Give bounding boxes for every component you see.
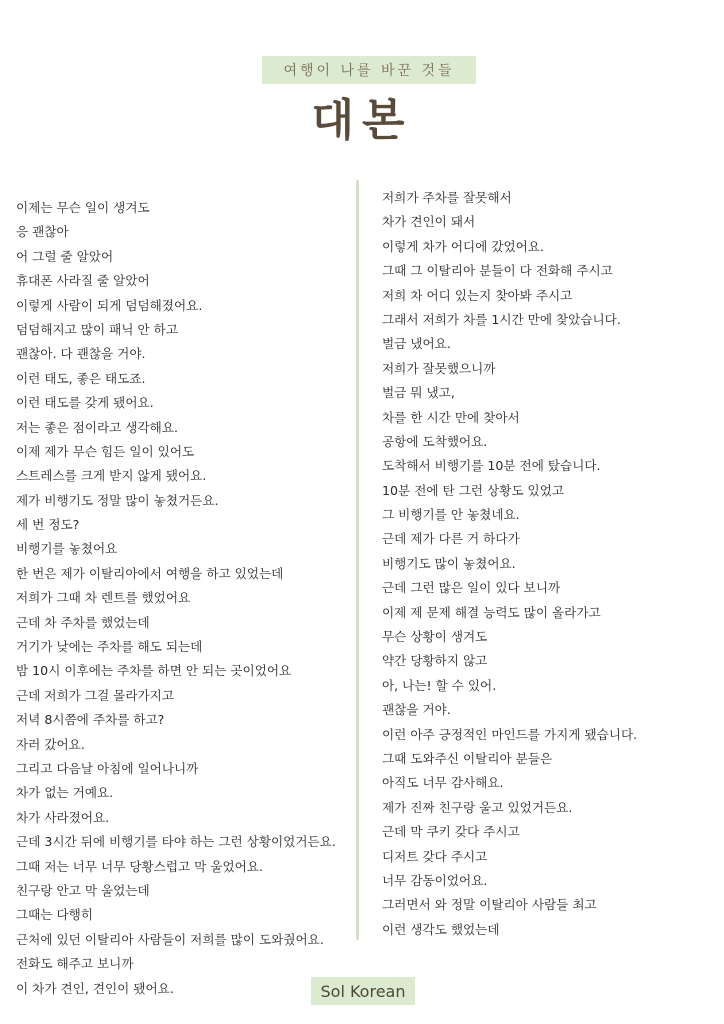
script-line: 덤덤해지고 많이 패닉 안 하고	[16, 321, 178, 337]
script-line: 근데 그런 많은 일이 있다 보니까	[382, 580, 561, 596]
script-line: 약간 당황하지 않고	[382, 653, 488, 669]
script-line: 그리고 다음날 아침에 일어나니까	[16, 760, 199, 776]
script-line: 전화도 해주고 보니까	[16, 956, 134, 972]
script-line: 응 괜찮아	[16, 224, 69, 240]
subtitle-banner	[262, 56, 476, 84]
script-line: 세 번 정도?	[16, 517, 80, 533]
script-line: 비행기도 많이 놓쳤어요.	[382, 555, 516, 571]
script-line: 이런 태도를 갖게 됐어요.	[16, 395, 154, 411]
script-line: 공항에 도착했어요.	[382, 433, 488, 449]
script-line: 아직도 너무 감사해요.	[382, 775, 504, 791]
script-column-right	[382, 186, 712, 942]
script-line: 근데 3시간 뒤에 비행기를 타야 하는 그런 상황이었거든요.	[16, 834, 336, 850]
script-line: 한 번은 제가 이탈리아에서 여행을 하고 있었는데	[16, 565, 284, 581]
script-line: 휴대폰 사라질 줄 알았어	[16, 273, 150, 289]
script-line: 그때 그 이탈리아 분들이 다 전화해 주시고	[382, 263, 613, 279]
script-line: 저녁 8시쯤에 주차를 하고?	[16, 712, 165, 728]
script-line: 어 그럴 줄 알았어	[16, 248, 114, 264]
script-line: 제가 비행기도 정말 많이 놓쳤거든요.	[16, 492, 219, 508]
script-line: 너무 감동이었어요.	[382, 872, 488, 888]
page-title: 대본	[311, 95, 413, 146]
script-line: 도착해서 비행기를 10분 전에 탔습니다.	[382, 458, 601, 474]
script-line: 디저트 갖다 주시고	[382, 848, 488, 864]
script-line: 그러면서 와 정말 이탈리아 사람들 최고	[382, 897, 597, 913]
script-line: 저희 차 어디 있는지 찾아봐 주시고	[382, 287, 573, 303]
script-line: 비행기를 놓쳤어요	[16, 541, 118, 557]
script-line: 차를 한 시간 만에 찾아서	[382, 409, 520, 425]
script-line: 그래서 저희가 차를 1시간 만에 찾았습니다.	[382, 311, 621, 327]
script-line: 이런 아주 긍정적인 마인드를 가지게 됐습니다.	[382, 726, 638, 742]
script-line: 이렇게 사람이 되게 덤덤해졌어요.	[16, 297, 203, 313]
script-line: 자러 갔어요.	[16, 736, 85, 752]
script-line: 제가 진짜 친구랑 울고 있었거든요.	[382, 799, 573, 815]
script-line: 차가 없는 거예요.	[16, 785, 114, 801]
script-line: 괜찮아. 다 괜찮을 거야.	[16, 346, 146, 362]
script-line: 무슨 상황이 생겨도	[382, 629, 488, 645]
script-line: 저희가 주차를 잘못해서	[382, 190, 512, 205]
subtitle: 여행이 나를 바꾼 것들	[283, 63, 455, 79]
script-line: 근데 차 주차를 했었는데	[16, 614, 150, 630]
column-divider	[356, 180, 359, 940]
script-line: 이렇게 차가 어디에 갔었어요.	[382, 238, 544, 254]
script-line: 근처에 있던 이탈리아 사람들이 저희를 많이 도와줬어요.	[16, 931, 324, 947]
script-line: 아, 나는! 할 수 있어.	[382, 677, 497, 693]
script-line: 벌금 뭐 냈고,	[382, 385, 455, 401]
script-line: 저는 좋은 점이라고 생각해요.	[16, 419, 178, 435]
script-line: 벌금 냈어요.	[382, 336, 451, 352]
script-line: 괜찮을 거야.	[382, 702, 451, 718]
script-line: 이 차가 견인, 견인이 됐어요.	[16, 980, 174, 996]
script-line: 차가 사라졌어요.	[16, 809, 110, 825]
script-line: 밤 10시 이후에는 주차를 하면 안 되는 곳이었어요	[16, 663, 292, 679]
script-line: 차가 견인이 돼서	[382, 214, 476, 230]
script-column-left	[16, 196, 350, 1001]
script-line: 근데 제가 다른 거 하다가	[382, 531, 520, 547]
script-line: 그때 도와주신 이탈리아 분들은	[382, 750, 553, 766]
script-line: 그 비행기를 안 놓쳤네요.	[382, 507, 520, 523]
script-line: 이런 생각도 했었는데	[382, 921, 500, 937]
script-line: 이제 제가 무슨 힘든 일이 있어도	[16, 443, 195, 459]
script-line: 거기가 낮에는 주차를 해도 되는데	[16, 639, 203, 655]
script-line: 근데 막 쿠키 갖다 주시고	[382, 824, 520, 840]
brand-badge	[311, 977, 415, 1005]
script-line: 그때는 다행히	[16, 907, 93, 923]
brand-name: Sol Korean	[320, 981, 406, 1001]
script-line: 그때 저는 너무 너무 당황스럽고 막 울었어요.	[16, 858, 264, 874]
script-line: 저희가 그때 차 렌트를 했었어요	[16, 590, 191, 606]
script-line: 이제 제 문제 해결 능력도 많이 올라가고	[382, 604, 601, 620]
script-line: 저희가 잘못했으니까	[382, 360, 496, 376]
script-line: 친구랑 안고 막 울었는데	[16, 882, 150, 898]
script-line: 이런 태도, 좋은 태도죠.	[16, 370, 146, 386]
script-line: 스트레스를 크게 받지 않게 됐어요.	[16, 468, 207, 484]
script-line: 10분 전에 탄 그런 상황도 있었고	[382, 482, 565, 498]
script-line: 이제는 무슨 일이 생겨도	[16, 200, 150, 215]
script-line: 근데 저희가 그걸 몰라가지고	[16, 687, 174, 703]
